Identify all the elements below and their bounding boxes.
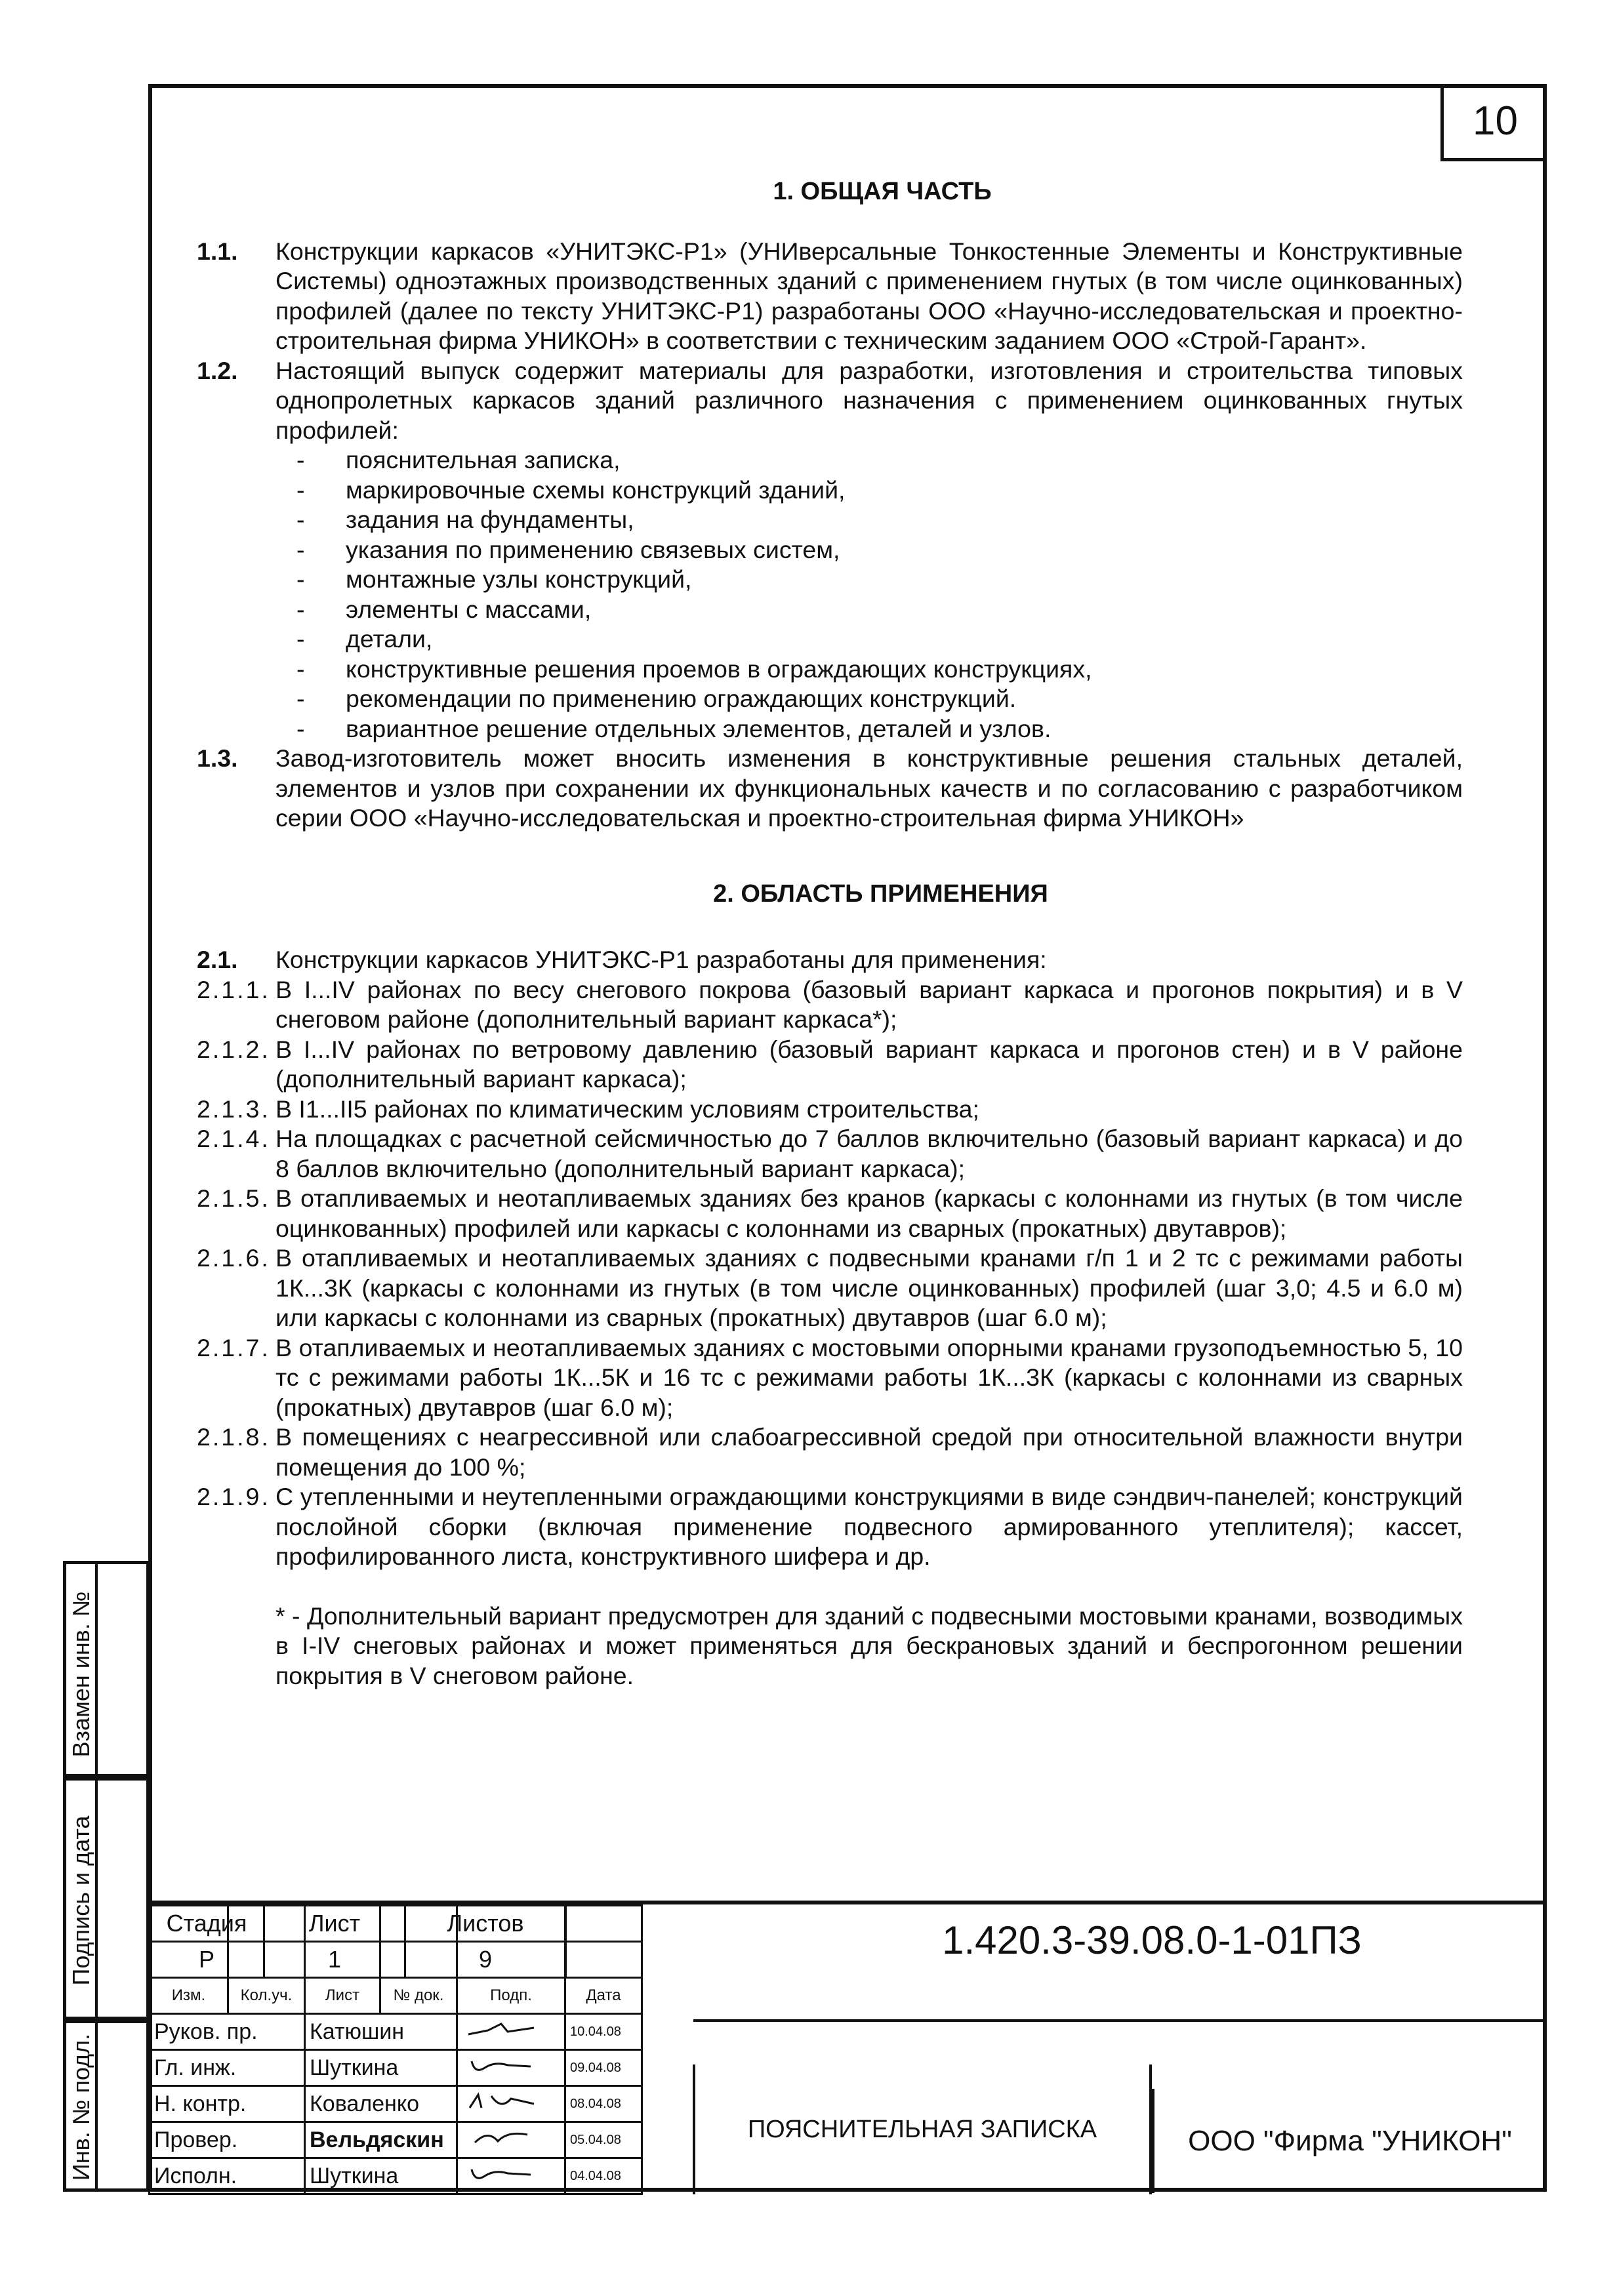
list-item-text: указания по применению связевых систем, [346, 535, 840, 563]
list-item: - задания на фундаменты, [295, 505, 1463, 535]
signatory-row [150, 2050, 642, 2086]
stage-table [148, 1904, 567, 1979]
subclause-number: 2.1.5. [197, 1184, 270, 1212]
signature-mark [462, 2127, 541, 2148]
clause-number: 1.1. [197, 237, 238, 265]
role: Руков. пр. [150, 2014, 305, 2050]
clause-text: Завод-изготовитель может вносить изменения в конструктивные решения стальных деталей, элементов и узлов при сохранении их функциональных качеств и по согласованию с разработчиком серии ООО «Научно-исследовательская и проектно-строительная фирма УНИКОН» [276, 744, 1463, 832]
section-2-title: 2. ОБЛАСТЬ ПРИМЕНЕНИЯ [713, 879, 1048, 908]
subclause-number: 2.1.2. [197, 1035, 270, 1063]
person-name: Шуткина [305, 2050, 457, 2086]
organization-name: ООО "Фирма "УНИКОН" [1152, 2089, 1545, 2193]
header-podp: Подп. [457, 1978, 565, 2014]
subclause-text: С утепленными и неутепленными ограждающими конструкциями в виде сэндвич-панелей; конструкций послойной сборки (включая применение подвесного армированного утеплителя); кассет, профилированного листа, конструктивного шифера и др. [276, 1483, 1463, 1570]
list-item: - пояснительная записка, [295, 445, 1463, 475]
sheet-number: 10 [1440, 84, 1547, 161]
role: Провер. [150, 2122, 305, 2158]
person-name: Коваленко [305, 2086, 457, 2122]
subclause [197, 1422, 1463, 1482]
sign-date: 05.04.08 [565, 2122, 642, 2158]
subclause-text: В I...IV районах по ветровому давлению (базовый вариант каркаса и прогонов стен) и в V районе (дополнительный вариант каркаса); [276, 1035, 1463, 1093]
clause-text: Конструкции каркасов «УНИТЭКС-Р1» (УНИверсальные Тонкостенные Элементы и Конструктивные Системы) одноэтажных производственных зданий с применением гнутых (в том числе оцинкованных) профилей (далее по тексту УНИТЭКС-Р1) разработаны ООО «Научно-исследовательская и проектно-строительная фирма УНИКОН» в соответствии с техническим заданием ООО «Строй-Гарант». [276, 237, 1463, 354]
header-data: Дата [565, 1978, 642, 2014]
role: Исполн. [150, 2158, 305, 2194]
subclause-text: В I1...II5 районах по климатическим условиям строительства; [276, 1095, 979, 1123]
document-code: 1.420.3-39.08.0-1-01ПЗ [942, 1918, 1362, 1962]
clause-text: Конструкции каркасов УНИТЭКС-Р1 разработаны для применения: [276, 946, 1047, 973]
subclause-number: 2.1.8. [197, 1423, 270, 1451]
list-item: - маркировочные схемы конструкций зданий, [295, 475, 1463, 506]
cell [565, 1906, 642, 1942]
clause-text: Настоящий выпуск содержит материалы для разработки, изготовления и строительства типовых однопролетных каркасов зданий различного назначения с применением оцинкованных гнутых профилей: [276, 356, 1463, 444]
list-item-text: элементы с массами, [346, 595, 592, 623]
list-item-text: конструктивные решения проемов в ограждающих конструкциях, [346, 655, 1092, 683]
subclause [197, 1035, 1463, 1095]
signature-mark [462, 2019, 541, 2040]
replaced-inv-label: Взамен инв. № [68, 1591, 94, 1758]
subclause [197, 975, 1463, 1035]
document-title: ПОЯСНИТЕЛЬНАЯ ЗАПИСКА [693, 2064, 1152, 2194]
list-item: - элементы с массами, [295, 595, 1463, 625]
clause-1-3 [197, 744, 1463, 834]
contents-list [295, 445, 1463, 744]
signature-mark [462, 2163, 541, 2184]
list-item-text: маркировочные схемы конструкций зданий, [346, 475, 846, 504]
signatory-row [150, 2122, 642, 2158]
subclause-number: 2.1.6. [197, 1244, 270, 1272]
sheets-value: 9 [405, 1942, 566, 1978]
person-name: Катюшин [305, 2014, 457, 2050]
signature [457, 2086, 565, 2122]
subclause [197, 1124, 1463, 1184]
list-item: - монтажные узлы конструкций, [295, 565, 1463, 595]
inv-original-label: Инв. № подл. [68, 2033, 94, 2181]
list-item: - рекомендации по применению ограждающих конструкций. [295, 684, 1463, 714]
subclause [197, 1095, 1463, 1125]
clause-number: 2.1. [197, 946, 238, 973]
binding-strip-original [63, 2020, 150, 2192]
subclause-text: В отапливаемых и неотапливаемых зданиях без кранов (каркасы с колоннами из гнутых (в том числе оцинкованных) профилей или каркасы с колоннами из сварных (прокатных) двутавров); [276, 1184, 1463, 1242]
sheet-value: 1 [264, 1942, 405, 1978]
binding-strip-replaced [63, 1561, 150, 1777]
signature-mark [462, 2091, 541, 2112]
person-name: Шуткина [305, 2158, 457, 2194]
sign-date: 08.04.08 [565, 2086, 642, 2122]
signatory-row [150, 2014, 642, 2050]
section-1-title: 1. ОБЩАЯ ЧАСТЬ [773, 178, 992, 205]
list-item-text: вариантное решение отдельных элементов, деталей и узлов. [346, 714, 1052, 742]
header-izm: Изм. [150, 1978, 228, 2014]
sheets-label: Листов [405, 1906, 566, 1942]
subclause-number: 2.1.7. [197, 1333, 270, 1361]
clause-1-2 [197, 356, 1463, 446]
subclause [197, 1184, 1463, 1243]
stage-value: Р [150, 1942, 264, 1978]
title-divider [693, 2019, 1547, 2022]
stage-label: Стадия [150, 1906, 264, 1942]
person-name: Вельдяскин [305, 2122, 457, 2158]
cell [565, 1942, 642, 1978]
subclause-number: 2.1.3. [197, 1095, 270, 1123]
subclause-text: В отапливаемых и неотапливаемых зданиях с мостовыми опорными кранами грузоподъемностью 5, 10 тс с режимами работы 1К...5К и 16 тс с режимами работы 1К...3К (каркасы с колоннами из сварных (прокатных) двутавров (шаг 6.0 м); [276, 1333, 1463, 1421]
sign-date-label: Подпись и дата [68, 1815, 94, 1986]
subclause-text: В помещениях с неагрессивной или слабоагрессивной средой при относительной влажности внутри помещения до 100 %; [276, 1423, 1463, 1481]
header-kol: Кол.уч. [228, 1978, 305, 2014]
signature [457, 2122, 565, 2158]
list-item-text: пояснительная записка, [346, 446, 621, 473]
sign-date: 09.04.08 [565, 2050, 642, 2086]
sign-date: 10.04.08 [565, 2014, 642, 2050]
signature [457, 2158, 565, 2194]
list-item: - детали, [295, 624, 1463, 655]
list-item: - вариантное решение отдельных элементов, деталей и узлов. [295, 714, 1463, 744]
list-item-text: задания на фундаменты, [346, 506, 634, 533]
list-item-text: детали, [346, 625, 433, 653]
role: Гл. инж. [150, 2050, 305, 2086]
clause-1-1 [197, 237, 1463, 356]
binding-strip-signature [63, 1777, 150, 2020]
footnote: * - Дополнительный вариант предусмотрен для зданий с подвесными мостовыми кранами, возводимых в I-IV снеговых районах и может применяться для бескрановых зданий и беспрогонном решении покрытия в V снеговом районе. [276, 1601, 1463, 1689]
subclause-number: 2.1.9. [197, 1483, 270, 1510]
list-item-text: монтажные узлы конструкций, [346, 565, 692, 593]
clause-2-1 [197, 945, 1463, 975]
clause-number: 1.2. [197, 356, 238, 384]
subclause [197, 1482, 1463, 1572]
subclause-text: На площадках с расчетной сейсмичностью до 7 баллов включительно (базовый вариант каркаса) и до 8 баллов включительно (дополнительный вариант каркаса); [276, 1125, 1463, 1182]
list-item: - указания по применению связевых систем, [295, 535, 1463, 565]
signature [457, 2050, 565, 2086]
subclause-text: В отапливаемых и неотапливаемых зданиях с подвесными кранами г/п 1 и 2 тс с режимами работы 1К...3К (каркасы с колоннами из гнутых (в том числе оцинкованных) профилей (шаг 3,0; 4.5 и 6.0 м) или каркасы с колоннами из сварных (прокатных) двутавров (шаг 6.0 м); [276, 1244, 1463, 1331]
sign-date: 04.04.08 [565, 2158, 642, 2194]
subclause-number: 2.1.4. [197, 1125, 270, 1152]
signature-mark [462, 2055, 541, 2076]
signatory-row [150, 2158, 642, 2194]
title-block [148, 1901, 1547, 2192]
subclause-text: В I...IV районах по весу снегового покрова (базовый вариант каркаса и прогонов покрытия) и в V снеговом районе (дополнительный вариант каркаса*); [276, 975, 1463, 1033]
subclause [197, 1243, 1463, 1333]
header-ndoc: № док. [380, 1978, 457, 2014]
list-item: - конструктивные решения проемов в ограждающих конструкциях, [295, 655, 1463, 685]
role: Н. контр. [150, 2086, 305, 2122]
document-body [197, 157, 1463, 1691]
list-item-text: рекомендации по применению ограждающих конструкций. [346, 685, 1017, 712]
signatory-row [150, 2086, 642, 2122]
sheet-label: Лист [264, 1906, 405, 1942]
signature [457, 2014, 565, 2050]
header-list: Лист [305, 1978, 380, 2014]
clause-number: 1.3. [197, 744, 238, 772]
subclause [197, 1333, 1463, 1423]
subclause-number: 2.1.1. [197, 975, 270, 1003]
